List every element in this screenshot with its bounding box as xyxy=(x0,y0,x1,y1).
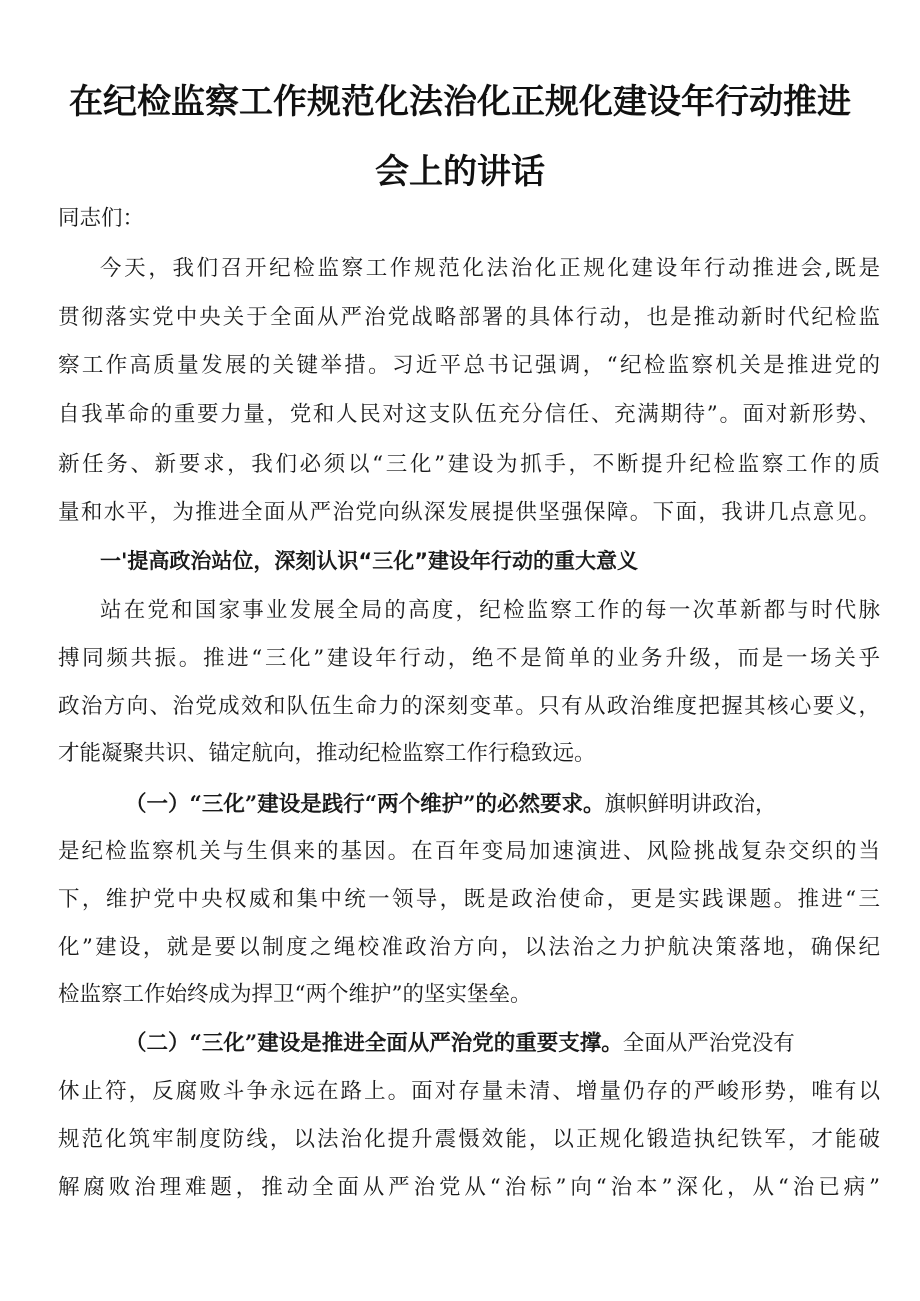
point2-first-line xyxy=(125,1029,880,1059)
point2-first-rest: 全面从严治党没有 xyxy=(622,1031,795,1056)
intro-line: 今天，我们召开纪检监察工作规范化法治化正规化建设年行动推进会,既是 xyxy=(100,256,880,281)
section-heading: 一'提高政治站位，深刻认识“三化”建设年行动的重大意义 xyxy=(100,549,639,573)
point2-line: 休止符，反腐败斗争永远在路上。面对存量未清、增量仍存的严峻形势，唯有以 xyxy=(58,1079,880,1104)
section1-line: 政治方向、治党成效和队伍生命力的深刻变革。只有从政治维度把握其核心要义， xyxy=(58,694,880,719)
point2-line: 规范化筑牢制度防线，以法治化提升震慑效能，以正规化锻造执纪铁军，才能破 xyxy=(58,1127,880,1152)
intro-line: 自我革命的重要力量，党和人民对这支队伍充分信任、充满期待”。面对新形势、 xyxy=(58,402,880,427)
salutation: 同志们： xyxy=(58,206,145,231)
point2-line: 解腐败治理难题，推动全面从严治党从“治标”向“治本”深化，从“治已病” xyxy=(58,1175,880,1200)
point2-heading: （二）“三化”建设是推进全面从严治党的重要支撑。 xyxy=(125,1031,623,1056)
point1-first-rest: 旗帜鲜明讲政治， xyxy=(604,792,777,817)
intro-line: 新任务、新要求，我们必须以“三化”建设为抓手，不断提升纪检监察工作的质 xyxy=(58,452,880,477)
document-title-line-2: 会上的讲话 xyxy=(375,152,545,192)
intro-line: 贯彻落实党中央关于全面从严治党战略部署的具体行动，也是推动新时代纪检监 xyxy=(58,305,880,330)
intro-line: 量和水平，为推进全面从严治党向纵深发展提供坚强保障。下面，我讲几点意见。 xyxy=(58,500,880,525)
document-title-line-1: 在纪检监察工作规范化法治化正规化建设年行动推进 xyxy=(69,82,851,122)
section1-line: 站在党和国家事业发展全局的高度，纪检监察工作的每一次革新都与时代脉 xyxy=(100,598,880,623)
section1-line: 搏同频共振。推进“三化”建设年行动，绝不是简单的业务升级，而是一场关乎 xyxy=(58,646,880,671)
point1-line: 化”建设，就是要以制度之绳校准政治方向，以法治之力护航决策落地，确保纪 xyxy=(58,935,880,960)
point1-heading: （一）“三化”建设是践行“两个维护”的必然要求。 xyxy=(125,792,605,817)
point1-line: 下，维护党中央权威和集中统一领导，既是政治使命，更是实践课题。推进“三 xyxy=(58,887,880,912)
point1-line: 是纪检监察机关与生俱来的基因。在百年变局加速演进、风险挑战复杂交织的当 xyxy=(58,839,880,864)
intro-line: 察工作高质量发展的关键举措。习近平总书记强调，“纪检监察机关是推进党的 xyxy=(58,353,880,378)
point1-first-line xyxy=(125,790,880,820)
section1-line: 才能凝聚共识、锚定航向，推动纪检监察工作行稳致远。 xyxy=(58,741,596,766)
point1-line: 检监察工作始终成为捍卫“两个维护”的坚实堡垒。 xyxy=(58,982,532,1007)
